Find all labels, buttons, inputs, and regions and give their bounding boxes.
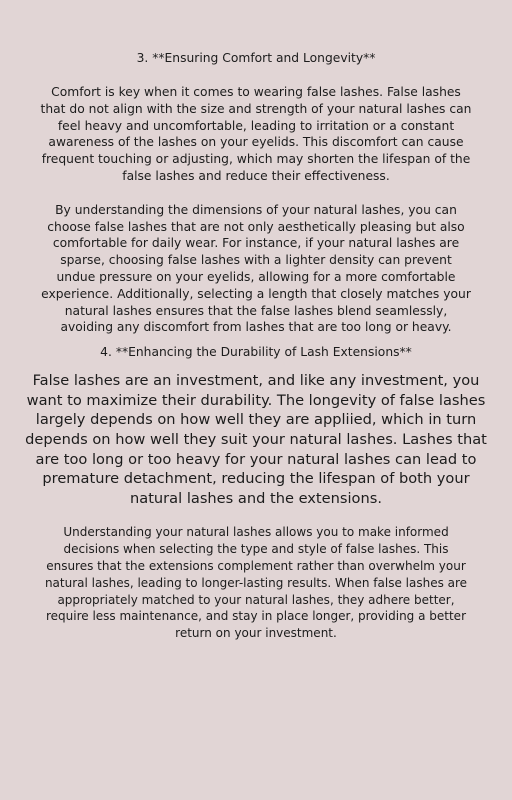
section-4-paragraph-1: False lashes are an investment, and like any investment, you want to maximize their durability. The longevity of false lashes largely depends on how well they are appliied, which in turn depends on how well they suit your natural lashes. Lashes that are too long or too heavy for your natural lashes can lead to premature detachment, reducing the lifespan of both your natural lashes and the extensions. xyxy=(25,372,487,507)
section-4-heading: 4. **Enhancing the Durability of Lash Extensions** xyxy=(100,345,412,360)
section-3-heading: 3. **Ensuring Comfort and Longevity** xyxy=(136,51,376,65)
section-4-paragraph-2: Understanding your natural lashes allows you to make informed decisions when selecting the type and style of false lashes. This ensures that the extensions complement rather than overwhelm your natural lashes, leading to longer-lasting results. When false lashes are appropriately matched to your natural lashes, they adhere better, require less maintenance, and stay in place longer, providing a better return on your investment. xyxy=(44,525,468,641)
section-3-paragraph-1: Comfort is key when it comes to wearing false lashes. False lashes that do not align with the size and strength of your natural lashes can feel heavy and uncomfortable, leading to irritation or a constant awareness of the lashes on your eyelids. This discomfort can cause frequent touching or adjusting, which may shorten the lifespan of the false lashes and reduce their effectiveness. xyxy=(40,85,472,183)
document-body xyxy=(25,50,487,642)
section-3-paragraph-2: By understanding the dimensions of your natural lashes, you can choose false lashes that are not only aesthetically pleasing but also comfortable for daily wear. For instance, if your natural lashes are sparse, choosing false lashes with a lighter density can prevent undue pressure on your eyelids, allowing for a more comfortable experience. Additionally, selecting a length that closely matches your natural lashes ensures that the false lashes blend seamlessly, avoiding any discomfort from lashes that are too long or heavy. xyxy=(41,202,471,335)
